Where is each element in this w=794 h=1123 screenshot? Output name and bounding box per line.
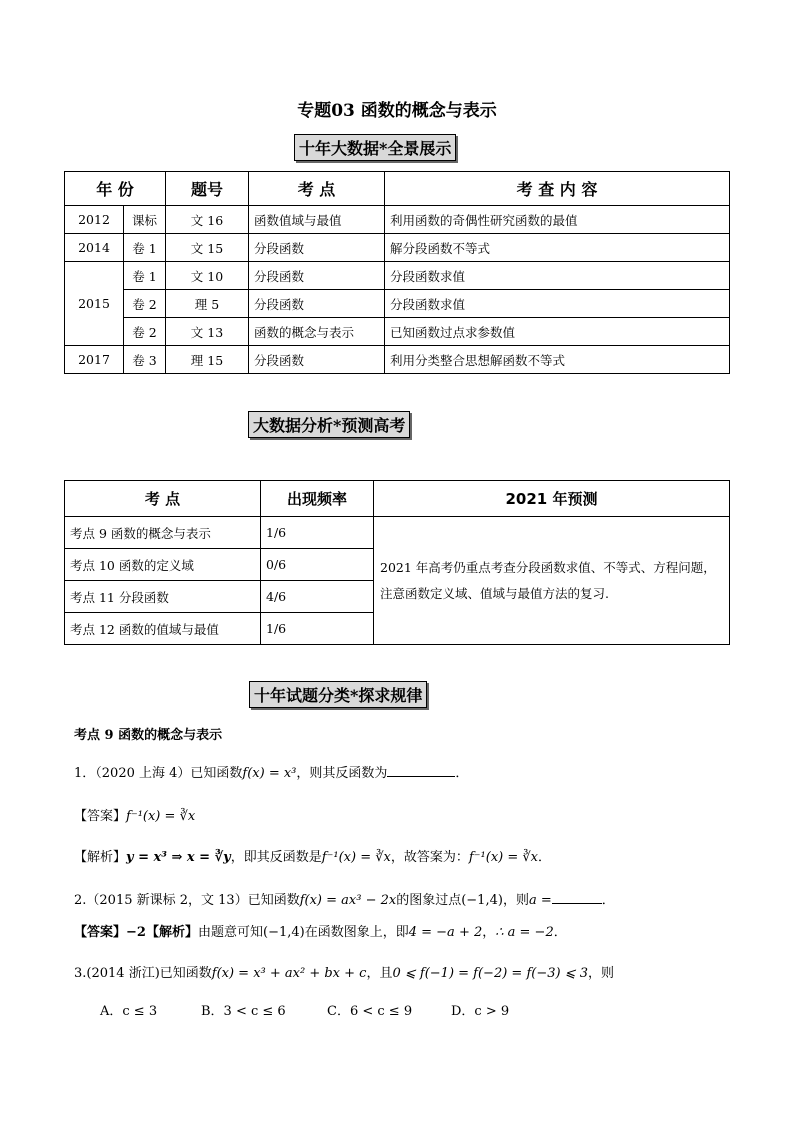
cell-year: 2017 bbox=[65, 346, 124, 374]
q3-condition: 0 ⩽ f(−1) = f(−2) = f(−3) ⩽ 3 bbox=[392, 966, 588, 981]
q1-analysis bbox=[74, 846, 551, 865]
cell-frequency: 1/6 bbox=[261, 613, 374, 645]
analysis-text: 由题意可知 bbox=[197, 925, 263, 940]
cell-paper: 卷 3 bbox=[124, 346, 166, 374]
cell-point: 函数的概念与表示 bbox=[249, 318, 385, 346]
cell-num: 文 15 bbox=[166, 234, 249, 262]
cell-content: 利用分类整合思想解函数不等式 bbox=[385, 346, 730, 374]
cell-num: 文 16 bbox=[166, 206, 249, 234]
cell-point: 分段函数 bbox=[249, 290, 385, 318]
q2-prefix: 2.（2015 新课标 2，文 13）已知函数 bbox=[74, 893, 300, 908]
option-b: B．3 < c ≤ 6 bbox=[201, 1004, 286, 1019]
cell-point: 函数值域与最值 bbox=[249, 206, 385, 234]
cell-frequency: 1/6 bbox=[261, 517, 374, 549]
analysis-text: ，故答案为： bbox=[390, 850, 469, 865]
table-header-row bbox=[65, 172, 730, 206]
cell-content: 解分段函数不等式 bbox=[385, 234, 730, 262]
option-a: A．c ≤ 3 bbox=[100, 1004, 158, 1019]
analysis-label: 【解析】 bbox=[74, 850, 127, 865]
q1-answer bbox=[74, 805, 195, 824]
cell-point: 考点 10 函数的定义域 bbox=[65, 549, 261, 581]
cell-paper: 课标 bbox=[124, 206, 166, 234]
analysis-text: ，即其反函数是 bbox=[230, 850, 322, 865]
question-2 bbox=[74, 889, 615, 908]
analysis-text: ， bbox=[482, 925, 496, 940]
cell-point: 分段函数 bbox=[249, 346, 385, 374]
analysis-point: (−1,4) bbox=[263, 925, 305, 940]
analysis-end: ． bbox=[553, 925, 567, 940]
table-row bbox=[65, 262, 730, 290]
q2-end: ． bbox=[601, 893, 615, 908]
answer-blank bbox=[552, 891, 602, 904]
table-row bbox=[65, 318, 730, 346]
q1-suffix: ，则其反函数为 bbox=[296, 766, 388, 781]
table-row bbox=[65, 517, 730, 549]
section-heading-analysis: 大数据分析*预测高考 bbox=[248, 411, 410, 438]
cell-prediction: 2021 年高考仍重点考查分段函数求值、不等式、方程问题，注意函数定义域、值域与最值方法的复习. bbox=[374, 517, 730, 645]
q1-prefix: 1．（2020 上海 4）已知函数 bbox=[74, 766, 243, 781]
table-row bbox=[65, 290, 730, 318]
header-frequency: 出现频率 bbox=[261, 481, 374, 517]
q1-end: ． bbox=[455, 766, 469, 781]
cell-frequency: 4/6 bbox=[261, 581, 374, 613]
section-heading-classification: 十年试题分类*探求规律 bbox=[249, 681, 427, 708]
header-point: 考 点 bbox=[249, 172, 385, 206]
q2-formula: f(x) = ax³ − 2x bbox=[299, 893, 397, 908]
table-row bbox=[65, 234, 730, 262]
cell-point: 考点 12 函数的值域与最值 bbox=[65, 613, 261, 645]
cell-point: 分段函数 bbox=[249, 262, 385, 290]
analysis-formula: y = x³ ⇒ x = ∛y bbox=[126, 850, 231, 865]
q3-formula: f(x) = x³ + ax² + bx + c bbox=[211, 966, 367, 981]
q2-text: ，则 bbox=[502, 893, 529, 908]
option-c: C．6 < c ≤ 9 bbox=[327, 1004, 413, 1019]
table-header-row bbox=[65, 481, 730, 517]
answer-blank bbox=[387, 764, 455, 777]
option-d: D．c > 9 bbox=[451, 1004, 510, 1019]
header-content: 考 查 内 容 bbox=[385, 172, 730, 206]
header-number: 题号 bbox=[166, 172, 249, 206]
header-point: 考 点 bbox=[65, 481, 261, 517]
cell-year: 2015 bbox=[65, 262, 124, 346]
answer-label: 【答案】 bbox=[74, 925, 127, 940]
q3-end: ，则 bbox=[588, 966, 615, 981]
cell-num: 理 15 bbox=[166, 346, 249, 374]
cell-point: 考点 9 函数的概念与表示 bbox=[65, 517, 261, 549]
table-row bbox=[65, 206, 730, 234]
exam-history-table bbox=[64, 171, 730, 374]
q2-answer bbox=[74, 921, 567, 940]
cell-frequency: 0/6 bbox=[261, 549, 374, 581]
cell-content: 分段函数求值 bbox=[385, 262, 730, 290]
cell-paper: 卷 1 bbox=[124, 262, 166, 290]
analysis-formula: f⁻¹(x) = ∛x bbox=[468, 850, 539, 865]
analysis-label: 【解析】 bbox=[145, 925, 198, 940]
cell-point: 分段函数 bbox=[249, 234, 385, 262]
section-heading-data: 十年大数据*全景展示 bbox=[294, 134, 456, 161]
cell-content: 利用函数的奇偶性研究函数的最值 bbox=[385, 206, 730, 234]
q3-text: ，且 bbox=[366, 966, 393, 981]
analysis-formula: f⁻¹(x) = ∛x bbox=[321, 850, 391, 865]
cell-num: 文 10 bbox=[166, 262, 249, 290]
question-3 bbox=[74, 962, 614, 981]
q2-point: (−1,4) bbox=[461, 893, 503, 908]
cell-content: 已知函数过点求参数值 bbox=[385, 318, 730, 346]
cell-year: 2012 bbox=[65, 206, 124, 234]
cell-paper: 卷 1 bbox=[124, 234, 166, 262]
cell-paper: 卷 2 bbox=[124, 290, 166, 318]
q1-formula: f(x) = x³ bbox=[242, 766, 297, 781]
q2-var: a = bbox=[528, 893, 552, 908]
header-year: 年 份 bbox=[65, 172, 166, 206]
analysis-formula: ∴ a = −2 bbox=[495, 925, 554, 940]
analysis-text: 在函数图象上，即 bbox=[304, 925, 409, 940]
answer-value: −2 bbox=[126, 925, 146, 940]
cell-year: 2014 bbox=[65, 234, 124, 262]
cell-content: 分段函数求值 bbox=[385, 290, 730, 318]
analysis-formula: 4 = −a + 2 bbox=[408, 925, 483, 940]
q3-prefix: 3.(2014 浙江)已知函数 bbox=[74, 966, 212, 981]
analysis-end: ． bbox=[538, 850, 552, 865]
cell-num: 理 5 bbox=[166, 290, 249, 318]
header-prediction: 2021 年预测 bbox=[374, 481, 730, 517]
q2-text: 的图象过点 bbox=[396, 893, 462, 908]
answer-formula: f⁻¹(x) = ∛x bbox=[126, 809, 196, 824]
cell-paper: 卷 2 bbox=[124, 318, 166, 346]
cell-num: 文 13 bbox=[166, 318, 249, 346]
answer-label: 【答案】 bbox=[74, 809, 127, 824]
frequency-table bbox=[64, 480, 730, 645]
cell-point: 考点 11 分段函数 bbox=[65, 581, 261, 613]
topic-heading: 考点 9 函数的概念与表示 bbox=[74, 728, 223, 743]
page-title: 专题03 函数的概念与表示 bbox=[297, 101, 497, 121]
table-row bbox=[65, 346, 730, 374]
question-1 bbox=[74, 762, 468, 781]
